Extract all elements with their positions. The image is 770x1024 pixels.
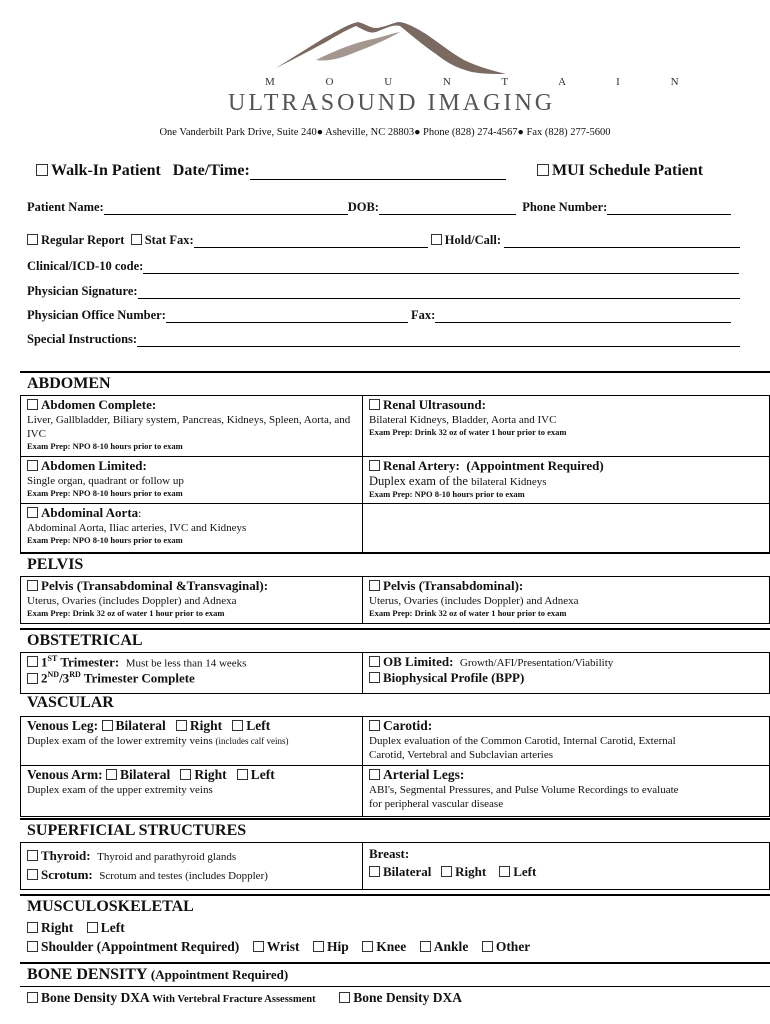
second-trimester-sup: ND <box>47 670 60 680</box>
patient-info-row <box>27 200 731 215</box>
pelvis-ta-desc: Uterus, Ovaries (includes Doppler) and Adnexa <box>369 595 579 607</box>
shoulder-checkbox[interactable] <box>27 941 38 952</box>
venous-arm-right-checkbox[interactable] <box>180 769 191 780</box>
shoulder-label: Shoulder (Appointment Required) <box>41 939 240 954</box>
bone-density-title: BONE DENSITY <box>27 966 147 983</box>
bone-options <box>27 990 462 1006</box>
clinical-field[interactable] <box>143 260 739 274</box>
ob-limited-desc: Growth/AFI/Presentation/Viability <box>459 657 614 669</box>
first-trimester-num: 1 <box>41 654 48 670</box>
thyroid-scrotum-cell <box>20 842 363 890</box>
thyroid-checkbox[interactable] <box>27 850 38 861</box>
renal-ultrasound-desc: Bilateral Kidneys, Bladder, Aorta and IVC <box>369 414 557 426</box>
thyroid-title: Thyroid: <box>41 848 91 863</box>
venous-arm-title: Venous Arm: <box>27 767 103 782</box>
renal-ultrasound-checkbox[interactable] <box>369 399 380 410</box>
renal-artery-note: (Appointment Required) <box>466 458 604 473</box>
section-pelvis: PELVIS <box>20 552 770 576</box>
clinical-label: Clinical/ICD-10 code: <box>27 259 144 273</box>
office-number-label: Physician Office Number: <box>27 308 166 322</box>
pelvis-ta-checkbox[interactable] <box>369 580 380 591</box>
venous-leg-desc: Duplex exam of the lower extremity veins <box>27 735 213 747</box>
carotid-checkbox[interactable] <box>369 720 380 731</box>
renal-artery-desc-a: Duplex exam of the <box>369 474 468 488</box>
scrotum-desc: Scrotum and testes (includes Doppler) <box>99 870 268 882</box>
report-row <box>27 233 740 248</box>
breast-left-checkbox[interactable] <box>499 866 510 877</box>
first-trimester-checkbox[interactable] <box>27 656 38 667</box>
arterial-legs-cell <box>362 765 770 817</box>
second-trimester-num: 2 <box>41 670 48 686</box>
hold-call-checkbox[interactable] <box>431 234 442 245</box>
venous-leg-left-checkbox[interactable] <box>232 720 243 731</box>
venous-arm-desc: Duplex exam of the upper extremity veins <box>27 784 213 796</box>
walk-in-checkbox[interactable] <box>36 164 48 176</box>
third-trimester-num: /3 <box>59 670 70 686</box>
patient-name-field[interactable] <box>104 201 348 215</box>
bone-divider <box>20 986 770 987</box>
section-musculoskeletal: MUSCULOSKELETAL <box>20 894 770 916</box>
venous-arm-cell <box>20 765 363 817</box>
renal-artery-prep: Exam Prep: NPO 8-10 hours prior to exam <box>369 489 525 499</box>
stat-fax-checkbox[interactable] <box>131 234 142 245</box>
signature-field[interactable] <box>138 285 740 299</box>
renal-ultrasound-prep: Exam Prep: Drink 32 oz of water 1 hour prior to exam <box>369 427 567 437</box>
fax-field[interactable] <box>435 309 731 323</box>
scrotum-checkbox[interactable] <box>27 869 38 880</box>
abdomen-limited-checkbox[interactable] <box>27 460 38 471</box>
bone-density-note: (Appointment Required) <box>150 967 289 982</box>
office-number-field[interactable] <box>166 309 408 323</box>
empty-cell <box>362 503 770 553</box>
phone-field[interactable] <box>607 201 731 215</box>
ankle-label: Ankle <box>433 939 469 954</box>
walk-in-label: Walk-In Patient <box>51 162 161 179</box>
second-third-trimester-label: Trimester Complete <box>83 670 195 686</box>
wrist-checkbox[interactable] <box>253 941 264 952</box>
regular-report-checkbox[interactable] <box>27 234 38 245</box>
abdomen-complete-checkbox[interactable] <box>27 399 38 410</box>
abdomen-complete-desc: Liver, Gallbladder, Biliary system, Pancreas, Kidneys, Spleen, Aorta, and IVC <box>27 414 351 440</box>
hold-call-field[interactable] <box>504 234 740 248</box>
third-trimester-sup: RD <box>69 670 81 680</box>
ankle-checkbox[interactable] <box>420 941 431 952</box>
hold-call-label: Hold/Call: <box>444 233 502 247</box>
breast-cell <box>362 842 770 890</box>
abdomen-complete-cell <box>20 395 363 457</box>
mui-schedule-row <box>537 162 703 180</box>
letterhead <box>0 0 770 140</box>
breast-right-label: Right <box>455 864 487 879</box>
carotid-title: Carotid: <box>383 718 433 733</box>
pelvis-tv-checkbox[interactable] <box>27 580 38 591</box>
venous-leg-bilateral-checkbox[interactable] <box>102 720 113 731</box>
venous-arm-bilateral-label: Bilateral <box>120 767 171 782</box>
dxa-vfa-note: With Vertebral Fracture Assessment <box>152 994 316 1005</box>
clinical-row <box>27 259 739 274</box>
first-trimester-label: Trimester: <box>60 654 120 670</box>
ob-trimester-cell <box>20 652 363 694</box>
pelvis-tv-desc: Uterus, Ovaries (includes Doppler) and Adnexa <box>27 595 237 607</box>
msk-right-checkbox[interactable] <box>27 922 38 933</box>
ob-limited-title: OB Limited: <box>383 654 454 669</box>
special-label: Special Instructions: <box>27 332 138 346</box>
venous-leg-title: Venous Leg: <box>27 718 99 733</box>
breast-title: Breast: <box>369 846 410 861</box>
venous-arm-bilateral-checkbox[interactable] <box>106 769 117 780</box>
hip-label: Hip <box>327 939 349 954</box>
abdominal-aorta-checkbox[interactable] <box>27 507 38 518</box>
venous-leg-bilateral-label: Bilateral <box>115 718 166 733</box>
arterial-legs-desc: ABI's, Segmental Pressures, and Pulse Volume Recordings to evaluate for peripheral vascular disease <box>369 784 679 810</box>
pelvis-ta-cell <box>362 576 770 624</box>
breast-left-label: Left <box>513 864 537 879</box>
renal-artery-desc-b: bilateral Kidneys <box>471 476 547 488</box>
arterial-legs-title: Arterial Legs: <box>383 767 465 782</box>
other-label: Other <box>495 939 531 954</box>
wrist-label: Wrist <box>266 939 300 954</box>
section-superficial: SUPERFICIAL STRUCTURES <box>20 818 770 842</box>
mui-schedule-checkbox[interactable] <box>537 164 549 176</box>
msk-options <box>27 918 530 956</box>
abdominal-aorta-desc: Abdominal Aorta, Iliac arteries, IVC and Kidneys <box>27 522 247 534</box>
special-row <box>27 332 740 347</box>
abdomen-limited-cell <box>20 456 363 504</box>
renal-ultrasound-title: Renal Ultrasound: <box>383 397 486 412</box>
pelvis-ta-title: Pelvis (Transabdominal): <box>383 578 524 593</box>
brand-top-text: M O U N T A I N <box>265 76 703 88</box>
regular-report-label: Regular Report <box>41 233 125 247</box>
hip-checkbox[interactable] <box>313 941 324 952</box>
msk-right-label: Right <box>41 920 74 935</box>
signature-label: Physician Signature: <box>27 284 138 298</box>
phone-label: Phone Number: <box>522 200 608 214</box>
pelvis-tv-cell <box>20 576 363 624</box>
first-trimester-sup: ST <box>47 654 58 663</box>
mui-schedule-label: MUI Schedule Patient <box>552 162 704 179</box>
venous-leg-cell <box>20 716 363 766</box>
bpp-title: Biophysical Profile (BPP) <box>383 670 525 685</box>
brand-name: ULTRASOUND IMAGING <box>228 90 556 116</box>
knee-label: Knee <box>376 939 407 954</box>
datetime-field[interactable] <box>250 166 506 180</box>
abdominal-aorta-title: Abdominal Aorta <box>41 505 139 520</box>
dob-label: DOB: <box>347 200 379 214</box>
knee-checkbox[interactable] <box>362 941 373 952</box>
breast-bilateral-checkbox[interactable] <box>369 866 380 877</box>
abdomen-complete-prep: Exam Prep: NPO 8-10 hours prior to exam <box>27 441 183 451</box>
stat-fax-field[interactable] <box>194 234 428 248</box>
renal-artery-checkbox[interactable] <box>369 460 380 471</box>
ob-limited-cell <box>362 652 770 694</box>
datetime-label: Date/Time: <box>172 162 250 179</box>
section-vascular: VASCULAR <box>27 694 114 711</box>
venous-arm-left-checkbox[interactable] <box>237 769 248 780</box>
bpp-checkbox[interactable] <box>369 672 380 683</box>
venous-leg-left-label: Left <box>246 718 271 733</box>
fax-label: Fax: <box>411 308 436 322</box>
first-trimester-note: Must be less than 14 weeks <box>125 657 247 670</box>
abdomen-limited-prep: Exam Prep: NPO 8-10 hours prior to exam <box>27 488 183 498</box>
pelvis-ta-prep: Exam Prep: Drink 32 oz of water 1 hour prior to exam <box>369 608 567 618</box>
abdomen-limited-title: Abdomen Limited: <box>41 458 147 473</box>
section-obstetrical: OBSTETRICAL <box>20 628 770 652</box>
patient-type-row <box>36 162 506 180</box>
abdomen-complete-title: Abdomen Complete: <box>41 397 157 412</box>
scrotum-title: Scrotum: <box>41 867 93 882</box>
carotid-desc: Duplex evaluation of the Common Carotid, Internal Carotid, External Carotid, Vertebral and Subclavian arteries <box>369 735 676 761</box>
office-row <box>27 308 731 323</box>
section-bone-density <box>20 962 770 986</box>
mountain-logo <box>276 20 506 80</box>
dob-field[interactable] <box>379 201 516 215</box>
abdominal-aorta-cell <box>20 503 363 553</box>
dxa-label: Bone Density DXA <box>353 990 462 1005</box>
abdominal-aorta-colon: : <box>138 508 142 520</box>
pelvis-tv-title: Pelvis (Transabdominal &Transvaginal): <box>41 578 269 593</box>
renal-ultrasound-cell <box>362 395 770 457</box>
second-third-trimester-checkbox[interactable] <box>27 673 38 684</box>
arterial-legs-checkbox[interactable] <box>369 769 380 780</box>
renal-artery-title: Renal Artery: <box>383 458 460 473</box>
dxa-vfa-checkbox[interactable] <box>27 992 38 1003</box>
ob-limited-checkbox[interactable] <box>369 656 380 667</box>
msk-left-checkbox[interactable] <box>87 922 98 933</box>
address-line: One Vanderbilt Park Drive, Suite 240● Asheville, NC 28803● Phone (828) 274-4567● Fax (828) 277-5600 <box>159 127 611 138</box>
dxa-checkbox[interactable] <box>339 992 350 1003</box>
dxa-vfa-label: Bone Density DXA <box>41 990 150 1005</box>
thyroid-desc: Thyroid and parathyroid glands <box>97 851 237 863</box>
renal-artery-cell <box>362 456 770 504</box>
msk-left-label: Left <box>100 920 125 935</box>
abdominal-aorta-prep: Exam Prep: NPO 8-10 hours prior to exam <box>27 535 183 545</box>
venous-leg-right-label: Right <box>189 718 223 733</box>
patient-name-label: Patient Name: <box>27 200 104 214</box>
venous-leg-note: (includes calf veins) <box>215 736 289 746</box>
stat-fax-label: Stat Fax: <box>144 233 194 247</box>
breast-right-checkbox[interactable] <box>441 866 452 877</box>
carotid-cell <box>362 716 770 766</box>
other-checkbox[interactable] <box>482 941 493 952</box>
venous-arm-right-label: Right <box>194 767 227 782</box>
venous-leg-right-checkbox[interactable] <box>176 720 187 731</box>
breast-bilateral-label: Bilateral <box>383 864 432 879</box>
pelvis-tv-prep: Exam Prep: Drink 32 oz of water 1 hour prior to exam <box>27 608 225 618</box>
signature-row <box>27 284 740 299</box>
venous-arm-left-label: Left <box>250 767 275 782</box>
section-abdomen: ABDOMEN <box>20 371 770 395</box>
special-field[interactable] <box>137 333 740 347</box>
abdomen-limited-desc: Single organ, quadrant or follow up <box>27 475 184 487</box>
